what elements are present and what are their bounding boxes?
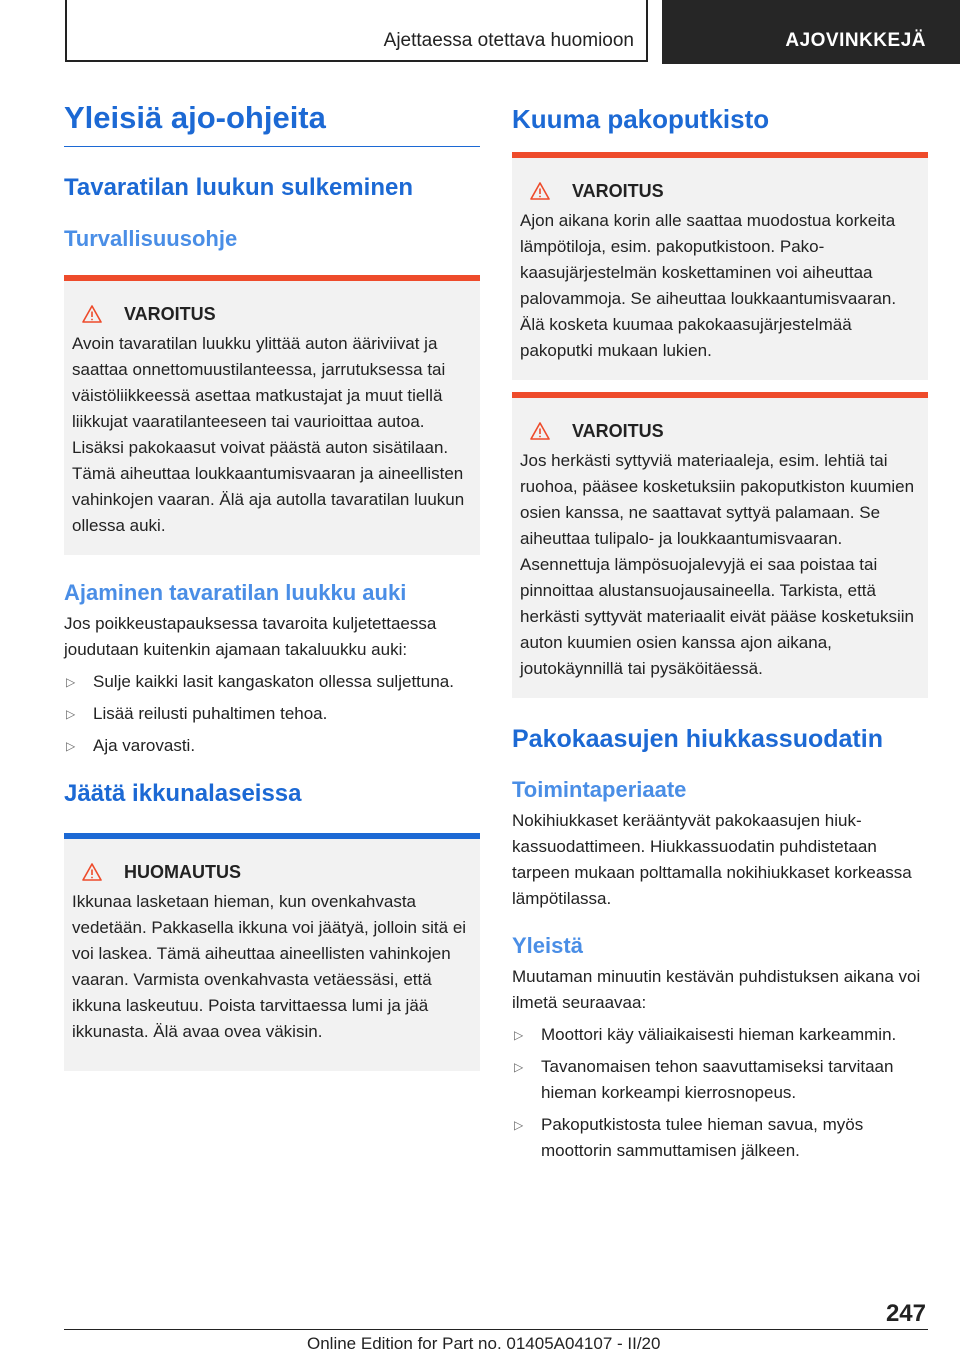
note-text: Ikkunaa lasketaan hieman, kun ovenkahvasta vedetään. Pakkasella ikkuna voi jäätyä, jolloin sitä ei voi laskea. Tämä aiheuttaa aineellisten vahinkojen vaaran. Varmista ovenkahvasta vetäessäsi, että ikkuna laskeutuu. Poista tarvittaessa lumi ja jää ikkunasta. Älä avaa ovea väkisin. xyxy=(72,892,467,1041)
bullet-triangle-icon: ▷ xyxy=(66,739,76,753)
warning-box-hot-exhaust xyxy=(512,152,928,380)
bullet-triangle-icon: ▷ xyxy=(514,1060,524,1074)
footer-edition-text: Online Edition for Part no. 01405A04107 - II/20 xyxy=(307,1334,661,1353)
list-item: ▷ Sulje kaikki lasit kangaskaton ollessa suljettuna. xyxy=(64,669,480,695)
paragraph-general: Muutaman minuutin kestävän puhdistuksen aikana voi ilmetä seuraavaa: xyxy=(512,967,921,1012)
warning-triangle-icon xyxy=(530,422,550,440)
warning-title xyxy=(530,418,918,444)
footer-edition xyxy=(307,1334,660,1354)
list-item: ▷ Pakoputkistosta tulee hieman savua, myös moottorin sammuttamisen jälkeen. xyxy=(512,1112,928,1164)
heading-safety-note: Turvallisuusohje xyxy=(64,226,238,251)
note-title-text: HUOMAUTUS xyxy=(124,861,241,882)
heading-closing-trunk: Tavaratilan luukun sulkeminen xyxy=(64,174,413,201)
warning-title xyxy=(82,301,470,327)
header-chapter-tab xyxy=(662,0,960,64)
warning-title xyxy=(530,178,918,204)
warning-text: Avoin tavaratilan luukku ylittää auton ääriviivat ja saattaa onnettomuustilanteessa, jarrutuksessa tai väistöliikkeessä asettaa matkustajat ja muut tiellä liikkujat vaaratilanteeseen tai vaurioittaa autoa. Lisäksi pakokaasut voivat päästä auton sisätilaan. Tämä aiheuttaa loukkaantumisvaaran ja aineellisten vahinkojen vaaran. Älä aja autolla tavaratilan luukun ollessa auki. xyxy=(72,334,465,535)
warning-bar xyxy=(512,152,928,158)
bullet-triangle-icon: ▷ xyxy=(66,707,76,721)
warning-triangle-icon xyxy=(82,305,102,323)
list-general xyxy=(512,1022,928,1164)
list-driving-trunk-open xyxy=(64,669,480,759)
heading-ice-on-windows: Jäätä ikkunalaseissa xyxy=(64,780,302,807)
warning-title-text: VAROITUS xyxy=(572,180,664,201)
list-item: ▷ Aja varovasti. xyxy=(64,733,480,759)
list-item: ▷ Lisää reilusti puhaltimen tehoa. xyxy=(64,701,480,727)
note-title xyxy=(82,859,470,885)
warning-text: Jos herkästi syttyviä materiaaleja, esim. lehtiä tai ruohoa, pääsee kosketuksiin pakoputkiston kuumien osien kanssa, ne saattavat syttyä palamaan. Se aiheuttaa tulipalo- ja loukkaantumisvaaran. Asennettuja lämpösuojalevyjä ei saa poistaa tai pinnoittaa alustansuojausaineella. Tarkista, että herkästi syttyvät materiaalit eivät pääse kosketuksiin auton kuumien osien kanssa ajon aikana, joutokäynnillä tai pysäköitäessä. xyxy=(520,451,915,678)
heading-particulate-filter: Pakokaasujen hiukkassuodatin xyxy=(512,725,883,753)
heading-hot-exhaust: Kuuma pakoputkisto xyxy=(512,104,770,134)
left-column xyxy=(64,100,480,1071)
heading-operating-principle: Toimintaperiaate xyxy=(512,777,687,802)
note-box-ice xyxy=(64,833,480,1071)
bullet-triangle-icon: ▷ xyxy=(514,1118,524,1132)
bullet-triangle-icon: ▷ xyxy=(514,1028,524,1042)
warning-title-text: VAROITUS xyxy=(572,420,664,441)
page-number: 247 xyxy=(885,1300,926,1327)
list-item: ▷ Tavanomaisen tehon saavuttamiseksi tarvitaan hieman korkeampi kierrosnopeus. xyxy=(512,1054,928,1106)
footer-rule xyxy=(64,1329,928,1330)
header-chapter-title: AJOVINKKEJÄ xyxy=(785,30,926,51)
note-bar xyxy=(64,833,480,839)
list-item: ▷ Moottori käy väliaikaisesti hieman karkeammin. xyxy=(512,1022,928,1048)
warning-triangle-icon xyxy=(82,863,102,881)
warning-triangle-icon xyxy=(530,182,550,200)
heading-driving-trunk-open: Ajaminen tavaratilan luukku auki xyxy=(64,580,407,605)
bullet-triangle-icon: ▷ xyxy=(66,675,76,689)
warning-bar xyxy=(64,275,480,281)
warning-bar xyxy=(512,392,928,398)
heading-general: Yleistä xyxy=(512,933,583,958)
paragraph-operating-principle: Nokihiukkaset kerääntyvät pakokaasujen hiukkassuodattimeen. Hiukkassuodatin puhdistetaan tarpeen mukaan polttamalla nokihiukkaset korkeassa lämpötilassa. xyxy=(512,811,912,908)
warning-box-flammable xyxy=(512,392,928,698)
warning-box-trunk xyxy=(64,275,480,555)
heading-general-driving: Yleisiä ajo-ohjeita xyxy=(64,100,480,147)
right-column xyxy=(512,100,928,1170)
paragraph-driving-trunk-open: Jos poikkeustapauksessa tavaroita kuljetettaessa joudutaan kuitenkin ajamaan takaluukku auki: xyxy=(64,614,437,659)
warning-title-text: VAROITUS xyxy=(124,303,216,324)
header-section-title: Ajettaessa otettava huomioon xyxy=(383,30,634,51)
warning-text: Ajon aikana korin alle saattaa muodostua korkeita lämpötiloja, esim. pakoputkistoon. Pakokaasujärjestelmän koskettaminen voi aiheuttaa palovammoja. Se aiheuttaa loukkaantumisvaaran. Älä kosketa kuumaa pakokaasujärjestelmää pakoputki mukaan lukien. xyxy=(520,211,897,360)
header-section-tab xyxy=(65,0,648,62)
